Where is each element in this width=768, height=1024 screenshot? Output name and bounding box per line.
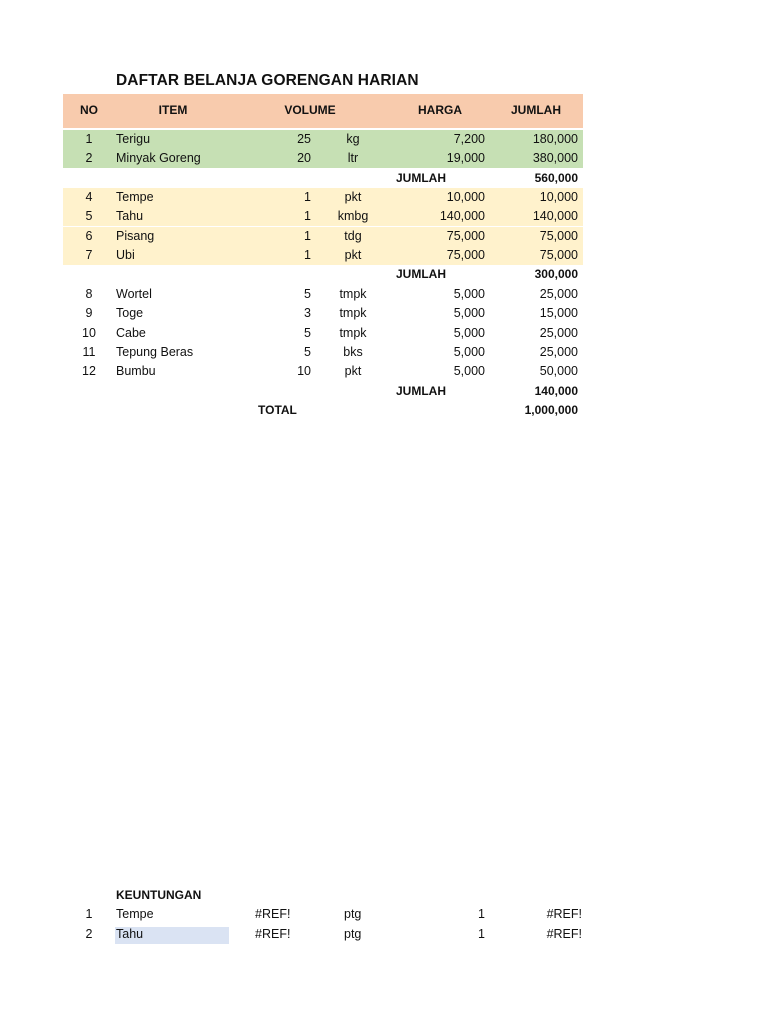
table-row[interactable] [63, 285, 583, 304]
cell-no: 6 [85, 229, 93, 243]
subtotal-label: JUMLAH [396, 171, 446, 185]
cell-unit: tdg [344, 229, 362, 243]
cell-harga: 5,000 [453, 306, 485, 320]
subtotal-value: 560,000 [534, 171, 578, 185]
cell-harga: 75,000 [446, 248, 485, 262]
cell-item: Bumbu [116, 364, 156, 378]
total-row [63, 401, 583, 420]
cell-unit: kmbg [337, 209, 369, 223]
cell-qty: 1 [478, 927, 485, 941]
cell-unit: tmpk [339, 287, 367, 301]
header-harga: HARGA [418, 103, 462, 117]
header-volume: VOLUME [284, 103, 336, 117]
table-row[interactable] [63, 188, 583, 207]
cell-item: Pisang [116, 229, 155, 243]
table-row[interactable] [63, 304, 583, 323]
table-header [63, 94, 583, 128]
cell-item: Minyak Goreng [116, 151, 201, 165]
table-row[interactable] [63, 246, 583, 265]
cell-unit: ptg [344, 927, 362, 941]
total-label: TOTAL [258, 403, 297, 417]
keuntungan-row[interactable] [63, 906, 593, 925]
cell-no: 2 [85, 927, 93, 941]
cell-no: 2 [85, 151, 93, 165]
subtotal-value: 140,000 [534, 384, 578, 398]
cell-item: Cabe [116, 326, 146, 340]
cell-harga: 19,000 [446, 151, 485, 165]
table-row[interactable] [63, 227, 583, 246]
subtotal-value: 300,000 [534, 267, 578, 281]
cell-harga: 5,000 [453, 326, 485, 340]
cell-unit: tmpk [339, 306, 367, 320]
cell-no: 11 [82, 345, 96, 359]
header-jumlah: JUMLAH [511, 103, 561, 117]
cell-no: 4 [85, 190, 93, 204]
cell-item: Terigu [116, 132, 151, 146]
cell-volume: 5 [304, 326, 311, 340]
cell-item: Tahu [116, 209, 144, 223]
cell-harga: 5,000 [453, 364, 485, 378]
cell-jumlah: 10,000 [539, 190, 578, 204]
cell-item: Toge [116, 306, 144, 320]
cell-volume: 10 [297, 364, 311, 378]
cell-no: 8 [85, 287, 93, 301]
table-row[interactable] [63, 149, 583, 168]
cell-ref-error: #REF! [546, 907, 582, 921]
cell-jumlah: 25,000 [539, 287, 578, 301]
selected-cell-item[interactable]: Tahu [115, 927, 229, 944]
cell-no: 1 [85, 132, 93, 146]
cell-unit: bks [343, 345, 363, 359]
cell-item: Ubi [116, 248, 135, 262]
cell-no: 9 [85, 306, 93, 320]
cell-jumlah: 180,000 [532, 132, 578, 146]
subtotal-row [63, 265, 583, 284]
table-row[interactable] [63, 207, 583, 226]
keuntungan-row[interactable] [63, 926, 593, 945]
cell-jumlah: 140,000 [532, 209, 578, 223]
page-title: DAFTAR BELANJA GORENGAN HARIAN [116, 72, 419, 89]
subtotal-row [63, 382, 583, 401]
keuntungan-title: KEUNTUNGAN [116, 888, 202, 902]
cell-item: Wortel [116, 287, 152, 301]
cell-item: Tempe [116, 190, 154, 204]
header-no: NO [80, 103, 98, 117]
cell-unit: ltr [347, 151, 359, 165]
cell-unit: pkt [344, 248, 362, 262]
cell-jumlah: 75,000 [539, 229, 578, 243]
cell-no: 1 [85, 907, 93, 921]
cell-volume: 20 [297, 151, 311, 165]
cell-volume: 1 [304, 190, 311, 204]
cell-harga: 75,000 [446, 229, 485, 243]
subtotal-label: JUMLAH [396, 384, 446, 398]
cell-volume: 5 [304, 345, 311, 359]
table-row[interactable] [63, 324, 583, 343]
table-row[interactable] [63, 130, 583, 149]
cell-ref-error: #REF! [546, 927, 582, 941]
cell-jumlah: 380,000 [532, 151, 578, 165]
cell-harga: 5,000 [453, 287, 485, 301]
cell-ref-error: #REF! [255, 907, 291, 921]
cell-jumlah: 25,000 [539, 345, 578, 359]
cell-volume: 25 [297, 132, 311, 146]
subtotal-label: JUMLAH [396, 267, 446, 281]
cell-jumlah: 50,000 [539, 364, 578, 378]
subtotal-row [63, 169, 583, 188]
cell-no: 5 [85, 209, 93, 223]
cell-harga: 10,000 [446, 190, 485, 204]
cell-harga: 140,000 [439, 209, 485, 223]
cell-volume: 1 [304, 248, 311, 262]
cell-unit: ptg [344, 907, 362, 921]
cell-unit: pkt [344, 364, 362, 378]
cell-jumlah: 25,000 [539, 326, 578, 340]
cell-harga: 7,200 [453, 132, 485, 146]
cell-volume: 5 [304, 287, 311, 301]
cell-no: 7 [85, 248, 93, 262]
cell-unit: pkt [344, 190, 362, 204]
table-row[interactable] [63, 343, 583, 362]
table-row[interactable] [63, 362, 583, 381]
cell-item[interactable]: Tempe [116, 907, 154, 921]
total-value: 1,000,000 [524, 403, 578, 417]
cell-volume: 1 [304, 229, 311, 243]
header-item: ITEM [158, 103, 188, 117]
cell-qty: 1 [478, 907, 485, 921]
cell-no: 12 [82, 364, 96, 378]
cell-ref-error: #REF! [255, 927, 291, 941]
cell-item: Tepung Beras [116, 345, 194, 359]
cell-harga: 5,000 [453, 345, 485, 359]
cell-jumlah: 15,000 [539, 306, 578, 320]
cell-jumlah: 75,000 [539, 248, 578, 262]
cell-unit: kg [346, 132, 360, 146]
cell-no: 10 [82, 326, 96, 340]
cell-volume: 1 [304, 209, 311, 223]
cell-unit: tmpk [339, 326, 367, 340]
cell-volume: 3 [304, 306, 311, 320]
